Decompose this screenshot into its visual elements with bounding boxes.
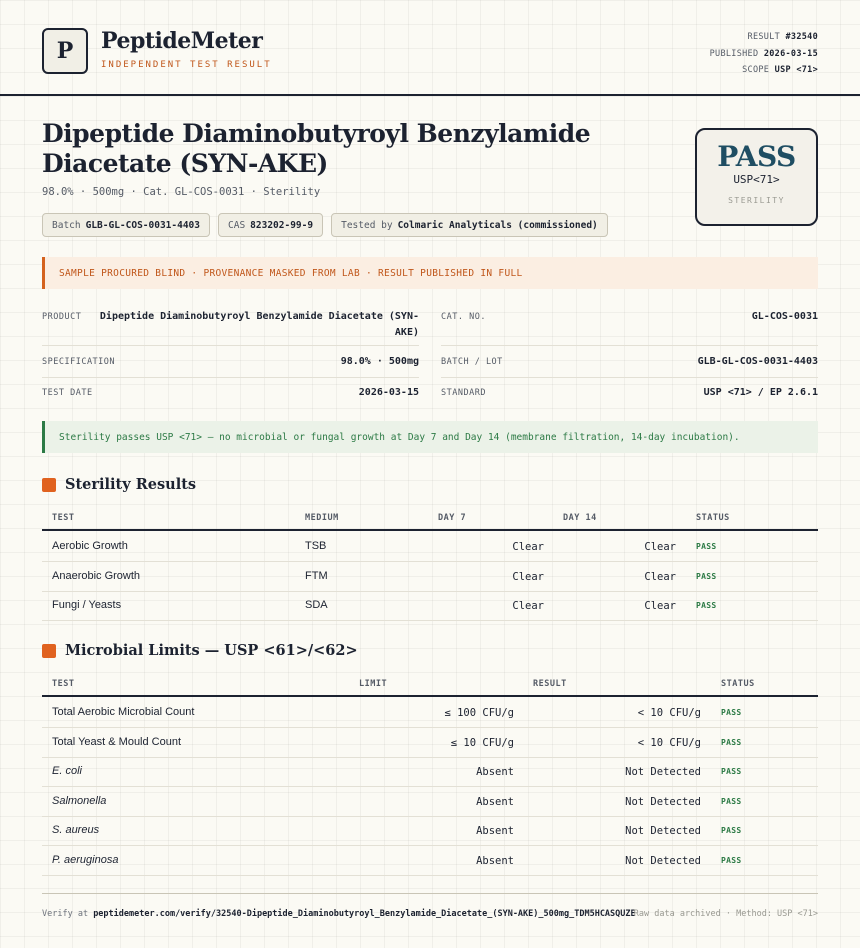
day14-result: Clear — [644, 570, 676, 583]
brand-name[interactable]: PeptideMeter — [101, 28, 263, 54]
product-title: Dipeptide Diaminobutyroyl Benzylamide Diacetate (SYN-AKE) — [42, 119, 591, 178]
verdict-text: PASS — [717, 140, 796, 173]
status-badge: PASS — [721, 767, 742, 776]
result-value: Not Detected — [625, 766, 701, 778]
footer-divider — [42, 893, 818, 894]
test-name: Fungi / Yeasts — [52, 599, 122, 611]
logo-letter: P — [56, 38, 74, 64]
day14-result: Clear — [644, 600, 676, 612]
test-name: Salmonella — [52, 794, 107, 807]
result-value: Not Detected — [625, 854, 701, 867]
cas-chip: CAS 823202-99-9 — [218, 213, 323, 237]
batch-chip: Batch GLB-GL-COS-0031-4403 — [42, 213, 210, 237]
day14-result: Clear — [644, 541, 676, 553]
test-name: Total Yeast & Mould Count — [52, 735, 182, 748]
sterility-row — [42, 562, 818, 592]
info-product-value: Dipeptide Diaminobutyroyl Benzylamide Diacetate (SYN-AKE) — [99, 311, 419, 338]
info-date-value: 2026-03-15 — [358, 387, 419, 398]
meta-published: PUBLISHED 2026-03-15 — [709, 48, 818, 59]
verify-url[interactable]: peptidemeter.com/verify/32540-Dipeptide_Diaminobutyroyl_Benzylamide_Diacetate_(SYN-AKE)_500mg_TDM5HCASQUZE — [93, 909, 636, 919]
info-standard — [441, 385, 818, 409]
verdict-scope: STERILITY — [728, 196, 785, 205]
limit-value: Absent — [476, 854, 514, 867]
limit-value: ≤ 100 CFU/g — [444, 707, 514, 719]
microbial-section-title: Microbial Limits — USP <61>/<62> — [42, 642, 358, 659]
verify-link[interactable]: Verify at peptidemeter.com/verify/32540-Dipeptide_Diaminobutyroyl_Benzylamide_Diacetate_(SYN-AKE)_500mg_TDM5HCASQUZE — [42, 909, 636, 919]
info-product-label: PRODUCT — [42, 312, 82, 322]
test-name: P. aeruginosa — [52, 853, 119, 866]
limit-value: ≤ 10 CFU/g — [450, 736, 514, 749]
result-value: < 10 CFU/g — [637, 707, 701, 719]
test-name: Total Aerobic Microbial Count — [52, 706, 195, 718]
info-standard-value: USP <71> / EP 2.6.1 — [703, 387, 818, 398]
brand-logo[interactable] — [42, 28, 88, 74]
page-header — [0, 0, 860, 96]
info-product — [42, 309, 419, 346]
sterility-row — [42, 532, 818, 562]
meta-scope: SCOPE USP <71> — [742, 65, 818, 75]
result-value: < 10 CFU/g — [637, 736, 701, 749]
status-badge: PASS — [721, 826, 742, 835]
limit-value: Absent — [476, 766, 514, 778]
status-badge: PASS — [696, 542, 717, 551]
sterility-section-title: Sterility Results — [42, 476, 196, 493]
info-date-label: TEST DATE — [42, 388, 93, 398]
day7-result: Clear — [512, 570, 544, 583]
medium: TSB — [305, 540, 327, 552]
medium: FTM — [305, 569, 328, 582]
medium: SDA — [305, 599, 328, 611]
info-batch-label: BATCH / LOT — [441, 357, 503, 367]
status-badge: PASS — [696, 571, 717, 581]
section-marker-icon — [42, 644, 56, 658]
sterility-row — [42, 591, 818, 621]
sterility-table-header: TEST MEDIUM DAY 7 DAY 14 STATUS — [42, 507, 818, 531]
status-badge: PASS — [721, 737, 742, 747]
microbial-row — [42, 728, 818, 758]
meta-result: RESULT #32540 — [747, 32, 818, 42]
info-date — [42, 385, 419, 409]
microbial-row — [42, 757, 818, 787]
microbial-row — [42, 698, 818, 728]
info-spec-label: SPECIFICATION — [42, 357, 116, 367]
result-value: Not Detected — [625, 825, 701, 837]
test-name: E. coli — [52, 765, 82, 777]
product-subline: 98.0% · 500mg · Cat. GL-COS-0031 · Sterility — [42, 186, 321, 198]
info-cat-label: CAT. NO. — [441, 312, 486, 322]
brand-tagline: INDEPENDENT TEST RESULT — [101, 60, 272, 70]
day7-result: Clear — [512, 541, 544, 553]
test-name: S. aureus — [52, 824, 100, 836]
day7-result: Clear — [512, 600, 544, 612]
info-cat — [441, 309, 818, 346]
status-badge: PASS — [721, 708, 742, 717]
result-meta — [710, 29, 818, 79]
status-badge: PASS — [696, 601, 717, 610]
info-batch-value: GLB-GL-COS-0031-4403 — [697, 356, 818, 367]
blind-notice: SAMPLE PROCURED BLIND · PROVENANCE MASKED FROM LAB · RESULT PUBLISHED IN FULL — [42, 257, 818, 289]
info-standard-label: STANDARD — [441, 388, 486, 398]
result-value: Not Detected — [625, 795, 701, 808]
info-batch — [441, 354, 818, 378]
info-spec-value: 98.0% · 500mg — [340, 356, 419, 367]
pass-verdict-card — [695, 128, 818, 226]
test-name: Aerobic Growth — [52, 540, 128, 552]
sterility-summary: Sterility passes USP <71> — no microbial or fungal growth at Day 7 and Day 14 (membrane filtration, 14-day incubation). — [42, 421, 818, 453]
status-badge: PASS — [721, 796, 742, 806]
section-marker-icon — [42, 478, 56, 492]
product-chips — [42, 213, 608, 237]
microbial-row — [42, 846, 818, 876]
microbial-table-header: TEST LIMIT RESULT STATUS — [42, 673, 818, 697]
info-spec — [42, 354, 419, 378]
verdict-standard: USP<71> — [733, 173, 780, 186]
footer-method: Raw data archived · Method: USP <71> — [633, 909, 818, 919]
limit-value: Absent — [476, 795, 514, 808]
test-name: Anaerobic Growth — [52, 569, 141, 582]
microbial-row — [42, 816, 818, 846]
info-cat-value: GL-COS-0031 — [751, 311, 818, 322]
limit-value: Absent — [476, 825, 514, 837]
microbial-row — [42, 787, 818, 817]
tested-by-chip: Tested by Colmaric Analyticals (commissioned) — [331, 213, 608, 237]
status-badge: PASS — [721, 855, 742, 865]
